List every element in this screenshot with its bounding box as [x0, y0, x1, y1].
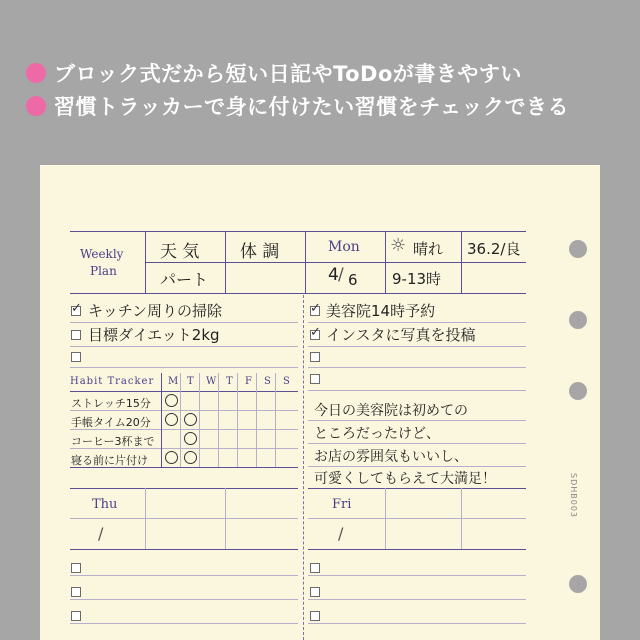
habit-grid-line [237, 373, 238, 467]
todo-checkbox[interactable] [71, 352, 81, 362]
rule-line [70, 599, 298, 600]
habit-day: M [168, 376, 180, 387]
rule-line [70, 346, 298, 347]
habit-grid-line [275, 373, 276, 467]
thu-label: Thu [92, 497, 118, 512]
todo-checkbox[interactable] [71, 563, 81, 573]
rule-line [308, 322, 526, 323]
rule-line [308, 599, 526, 600]
habit-day: S [283, 376, 291, 387]
date-slash: / [338, 524, 344, 543]
habit-done-mark[interactable] [184, 451, 197, 464]
habit-tracker-title: Habit Tracker [70, 376, 155, 387]
todo-text: 目標ダイエット2kg [88, 326, 220, 344]
check-mark-icon: ✓ [310, 301, 321, 316]
fri-label: Fri [332, 497, 352, 512]
hours: 9-13時 [392, 270, 442, 288]
divider [145, 262, 526, 263]
divider [308, 488, 526, 489]
check-mark-icon: ✓ [71, 301, 82, 316]
todo-checkbox[interactable] [310, 352, 320, 362]
habit-grid-line [218, 373, 219, 467]
habit-name: 寝る前に片付け [71, 454, 148, 467]
habit-name: コーヒー3杯まで [71, 435, 155, 448]
divider [70, 488, 298, 489]
feature-text: ブロック式だから短い日記やToDoが書きやすい [54, 62, 522, 86]
divider [70, 231, 526, 232]
diary-line: ところだったけど、 [314, 426, 440, 442]
weather-value: パート [160, 270, 209, 289]
rule-line [70, 623, 298, 624]
binder-hole [569, 311, 587, 329]
rule-line [70, 575, 298, 576]
product-code: SDHB003 [569, 473, 578, 519]
diary-line: 可愛くしてもらえて大満足！ [314, 471, 496, 487]
day-label: Mon [328, 239, 360, 255]
divider [70, 518, 298, 519]
habit-grid-line [199, 373, 200, 467]
diary-line: お店の雰囲気もいいし、 [314, 449, 468, 465]
rule-line [308, 575, 526, 576]
diary-line: 今日の美容院は初めての [314, 403, 468, 419]
habit-day: S [264, 376, 272, 387]
todo-checkbox[interactable] [310, 611, 320, 621]
divider [385, 231, 386, 293]
rule-line [70, 322, 298, 323]
todo-checkbox[interactable] [310, 587, 320, 597]
rule-line [308, 623, 526, 624]
habit-grid-line [70, 391, 298, 392]
todo-checkbox[interactable] [71, 587, 81, 597]
habit-done-mark[interactable] [184, 432, 197, 445]
todo-text: 美容院14時予約 [326, 302, 436, 320]
habit-grid-line [161, 373, 162, 467]
binder-hole [569, 382, 587, 400]
todo-checkbox[interactable] [310, 563, 320, 573]
condition-label: 体 調 [240, 242, 280, 262]
todo-text: キッチン周りの掃除 [88, 302, 222, 320]
todo-checkbox[interactable] [71, 330, 81, 340]
pink-dot-icon [26, 63, 46, 83]
center-divider [303, 295, 304, 640]
habit-done-mark[interactable] [184, 413, 197, 426]
pink-dot-icon [26, 96, 46, 116]
binder-hole [569, 575, 587, 593]
date-slash: / [98, 524, 104, 543]
rule-line [70, 367, 298, 368]
habit-grid-line [256, 373, 257, 467]
plan-label: Plan [90, 264, 117, 278]
divider [308, 518, 526, 519]
todo-checkbox[interactable] [71, 611, 81, 621]
habit-day: W [206, 376, 218, 387]
planner-page [40, 165, 600, 640]
divider [145, 488, 146, 549]
weekly-label: Weekly [80, 247, 124, 261]
habit-grid-line [180, 373, 181, 467]
temperature: 36.2/良 [467, 240, 521, 258]
divider [70, 549, 298, 550]
check-mark-icon: ✓ [310, 325, 321, 340]
rule-line [308, 466, 526, 467]
divider [225, 231, 226, 293]
rule-line [308, 443, 526, 444]
feature-text: 習慣トラッカーで身に付けたい習慣をチェックできる [54, 95, 569, 119]
habit-done-mark[interactable] [165, 413, 178, 426]
divider [70, 293, 526, 294]
date-month: 4 [328, 265, 339, 285]
feature-bullet-2 [26, 91, 569, 121]
rule-line [308, 420, 526, 421]
divider [461, 231, 462, 293]
binder-hole [569, 240, 587, 258]
habit-name: ストレッチ15分 [71, 397, 151, 410]
rule-line [308, 346, 526, 347]
todo-checkbox[interactable] [310, 374, 320, 384]
divider [385, 488, 386, 549]
habit-day: T [226, 376, 234, 387]
weather-label: 天 気 [160, 242, 200, 262]
habit-day: F [245, 376, 253, 387]
habit-done-mark[interactable] [165, 451, 178, 464]
rule-line [308, 390, 526, 391]
date-slash: / [338, 265, 344, 285]
divider [225, 488, 226, 549]
sun-icon: ☼ [390, 235, 407, 256]
divider [305, 231, 306, 293]
habit-name: 手帳タイム20分 [71, 416, 151, 429]
date-day: 6 [348, 271, 358, 289]
divider [145, 231, 146, 293]
feature-bullet-1 [26, 58, 522, 88]
habit-day: T [187, 376, 195, 387]
weather-note: 晴れ [413, 240, 444, 258]
divider [308, 549, 526, 550]
todo-text: インスタに写真を投稿 [326, 326, 476, 344]
habit-done-mark[interactable] [165, 394, 178, 407]
rule-line [308, 367, 526, 368]
divider [461, 488, 462, 549]
